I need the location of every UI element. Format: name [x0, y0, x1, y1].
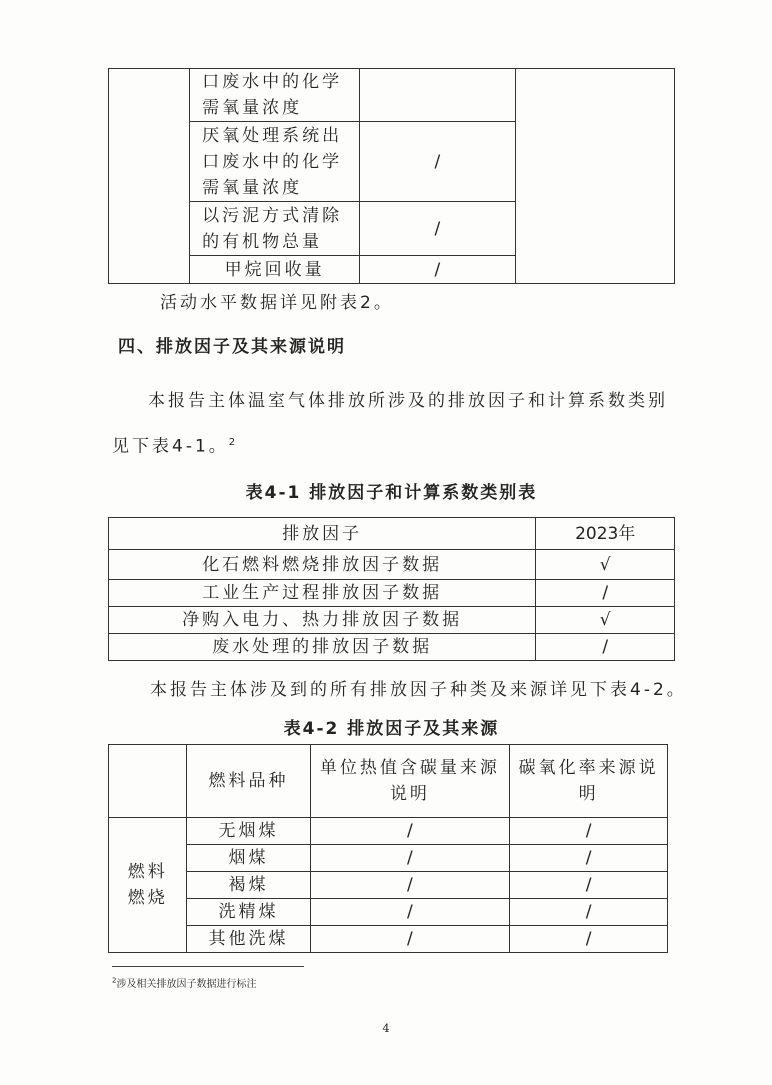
- table2-carbon-source: /: [310, 845, 510, 872]
- top-table-item: 甲烷回收量: [190, 256, 360, 284]
- page-number: 4: [382, 1022, 390, 1035]
- top-table: [108, 68, 675, 284]
- footnote-mark: 2: [228, 437, 239, 448]
- table2-fuel: 无烟煤: [187, 818, 310, 845]
- activity-note: 活动水平数据详见附表2。: [160, 293, 394, 313]
- table2-header-oxidation: 碳氧化率来源说明: [510, 745, 668, 818]
- table1-row-label: 废水处理的排放因子数据: [109, 634, 536, 661]
- footnote-text: 涉及相关排放因子数据进行标注: [116, 979, 257, 990]
- table2-oxidation-source: /: [510, 926, 668, 953]
- top-table-value: [360, 69, 516, 122]
- table2-intro: 本报告主体涉及到的所有排放因子种类及来源详见下表4-2。: [150, 680, 687, 700]
- table1-row-mark: √: [536, 607, 675, 634]
- top-table-value: /: [360, 122, 516, 202]
- emission-factor-source-table: [108, 744, 668, 953]
- table1-row-mark: /: [536, 634, 675, 661]
- footnote: [112, 975, 256, 990]
- table1-header-year: 2023年: [536, 518, 675, 550]
- table2-header-blank: [109, 745, 187, 818]
- table2-carbon-source: /: [310, 926, 510, 953]
- table1-row-label: 工业生产过程排放因子数据: [109, 580, 536, 607]
- table2-fuel: 褐煤: [187, 872, 310, 899]
- intro-paragraph: [112, 380, 672, 468]
- section-heading: 四、排放因子及其来源说明: [118, 337, 346, 357]
- table2-header-carbon-content: 单位热值含碳量来源说明: [310, 745, 510, 818]
- table2-oxidation-source: /: [510, 845, 668, 872]
- table2-group-label: 燃料燃烧: [109, 818, 187, 953]
- table2-carbon-source: /: [310, 872, 510, 899]
- top-table-item: 厌氧处理系统出口废水中的化学需氧量浓度: [190, 122, 360, 202]
- top-table-item: 口废水中的化学需氧量浓度: [190, 69, 360, 122]
- intro-paragraph-text: 本报告主体温室气体排放所涉及的排放因子和计算系数类别见下表4-1。: [112, 391, 668, 457]
- table2-fuel: 其他洗煤: [187, 926, 310, 953]
- top-table-right-cell: [515, 69, 674, 284]
- table1-row-mark: √: [536, 550, 675, 580]
- table2-carbon-source: /: [310, 818, 510, 845]
- table2-caption: 表4-2 排放因子及其来源: [283, 719, 500, 739]
- table2-carbon-source: /: [310, 899, 510, 926]
- top-table-left-cell: [109, 69, 190, 284]
- emission-factor-category-table: [108, 517, 675, 661]
- top-table-value: /: [360, 202, 516, 256]
- table1-row-mark: /: [536, 580, 675, 607]
- table2-oxidation-source: /: [510, 872, 668, 899]
- footnote-divider: [112, 966, 304, 967]
- table1-caption: 表4-1 排放因子和计算系数类别表: [245, 483, 538, 503]
- table2-oxidation-source: /: [510, 899, 668, 926]
- table2-fuel: 烟煤: [187, 845, 310, 872]
- top-table-value: /: [360, 256, 516, 284]
- top-table-item: 以污泥方式清除的有机物总量: [190, 202, 360, 256]
- footnote-number: 2: [112, 976, 117, 985]
- table1-row-label: 化石燃料燃烧排放因子数据: [109, 550, 536, 580]
- table1-header-factor: 排放因子: [109, 518, 536, 550]
- table2-oxidation-source: /: [510, 818, 668, 845]
- table2-header-fuel: 燃料品种: [187, 745, 310, 818]
- table2-fuel: 洗精煤: [187, 899, 310, 926]
- table1-row-label: 净购入电力、热力排放因子数据: [109, 607, 536, 634]
